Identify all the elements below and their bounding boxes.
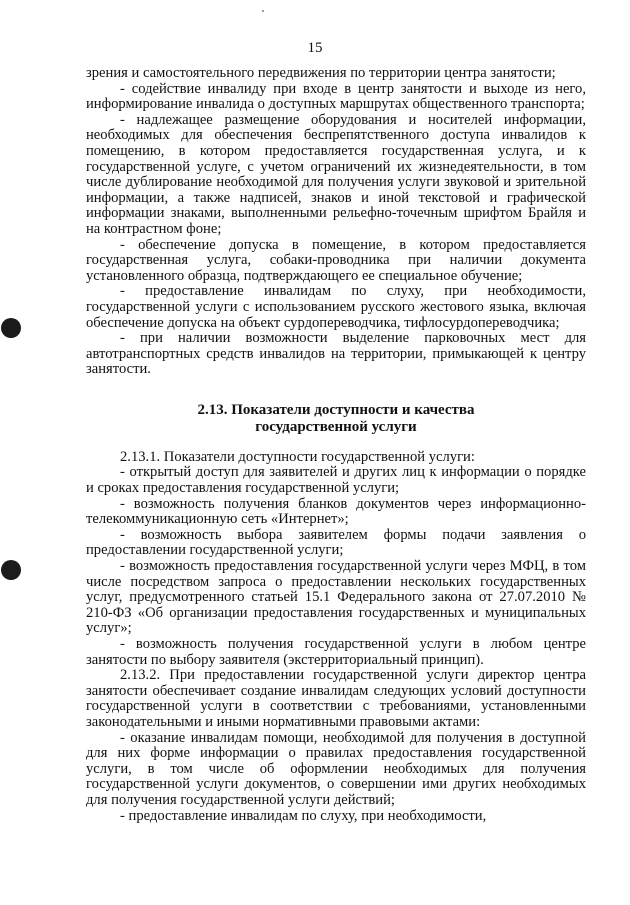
paragraph: 2.13.2. При предоставлении государственной услуги директор центра занятости обеспечивает создание инвалидам следующих условий доступности государственной услуги в соответствии с требованиями, установленными законодательными и иными нормативными правовыми актами: bbox=[86, 667, 586, 730]
paragraph: - предоставление инвалидам по слуху, при необходимости, bbox=[120, 807, 487, 824]
paragraph: 2.13.1. Показатели доступности государственной услуги: bbox=[120, 448, 475, 465]
punch-hole-upper bbox=[1, 318, 21, 338]
paragraph: - возможность получения государственной услуги в любом центре занятости по выбору заявителя (экстерриториальный принцип). bbox=[86, 636, 586, 668]
paragraph: - открытый доступ для заявителей и других лиц к информации о порядке и сроках предоставления государственной услуги; bbox=[86, 464, 586, 497]
body-text bbox=[86, 66, 586, 824]
scan-speck bbox=[262, 10, 264, 12]
punch-hole-lower bbox=[1, 560, 21, 580]
paragraph: - возможность выбора заявителем формы подачи заявления о предоставлении государственной услуги; bbox=[86, 526, 586, 559]
paragraph: - надлежащее размещение оборудования и носителей информации, необходимых для обеспечения беспрепятственного доступа инвалидов к помещению, в котором предоставляется государственная услуга, и к государственной услуге, с учетом ограничений их жизнедеятельности, в том числе дублирование необходимой для получения услуги звуковой и зрительной информации, а также надписей, знаков и иной текстовой и графической информации знаками, выполненными рельефно-точечным шрифтом Брайля и на контрастном фоне; bbox=[86, 111, 586, 237]
page-number: 15 bbox=[307, 40, 323, 56]
section-heading-line1: 2.13. Показатели доступности и качества bbox=[197, 401, 475, 418]
section-heading-line2: государственной услуги bbox=[255, 418, 417, 435]
paragraph: - обеспечение допуска в помещение, в котором предоставляется государственная услуга, собаки-проводника при наличии документа установленного образца, подтверждающего ее специальное обучение; bbox=[86, 236, 586, 284]
paragraph: - возможность получения бланков документов через информационно-телекоммуникационную сеть «Интернет»; bbox=[86, 495, 586, 528]
paragraph: - при наличии возможности выделение парковочных мест для автотранспортных средств инвалидов на территории, примыкающей к центру занятости. bbox=[86, 330, 586, 378]
paragraph: - содействие инвалиду при входе в центр занятости и выходе из него, информирование инвалида о доступных маршрутах общественного транспорта; bbox=[86, 80, 586, 113]
paragraph: - предоставление инвалидам по слуху, при необходимости, государственной услуги с использованием русского жестового языка, включая обеспечение допуска на объект сурдопереводчика, тифлосурдопереводчика; bbox=[86, 283, 586, 331]
paragraph: - возможность предоставления государственной услуги через МФЦ, в том числе посредством запроса о предоставлении нескольких государственных услуг, предусмотренного статьей 15.1 Федерального закона от 27.07.2010 № 210-ФЗ «Об организации предоставления государственных и муниципальных услуг»; bbox=[86, 558, 586, 637]
paragraph: - оказание инвалидам помощи, необходимой для получения в доступной для них форме информации о правилах предоставления государственной услуги, в том числе об оформлении необходимых для получения государственной услуги документов, о совершении ими других необходимых для получения государственной услуги действий; bbox=[86, 729, 586, 808]
section-heading bbox=[86, 402, 586, 436]
paragraph: зрения и самостоятельного передвижения по территории центра занятости; bbox=[86, 65, 556, 81]
